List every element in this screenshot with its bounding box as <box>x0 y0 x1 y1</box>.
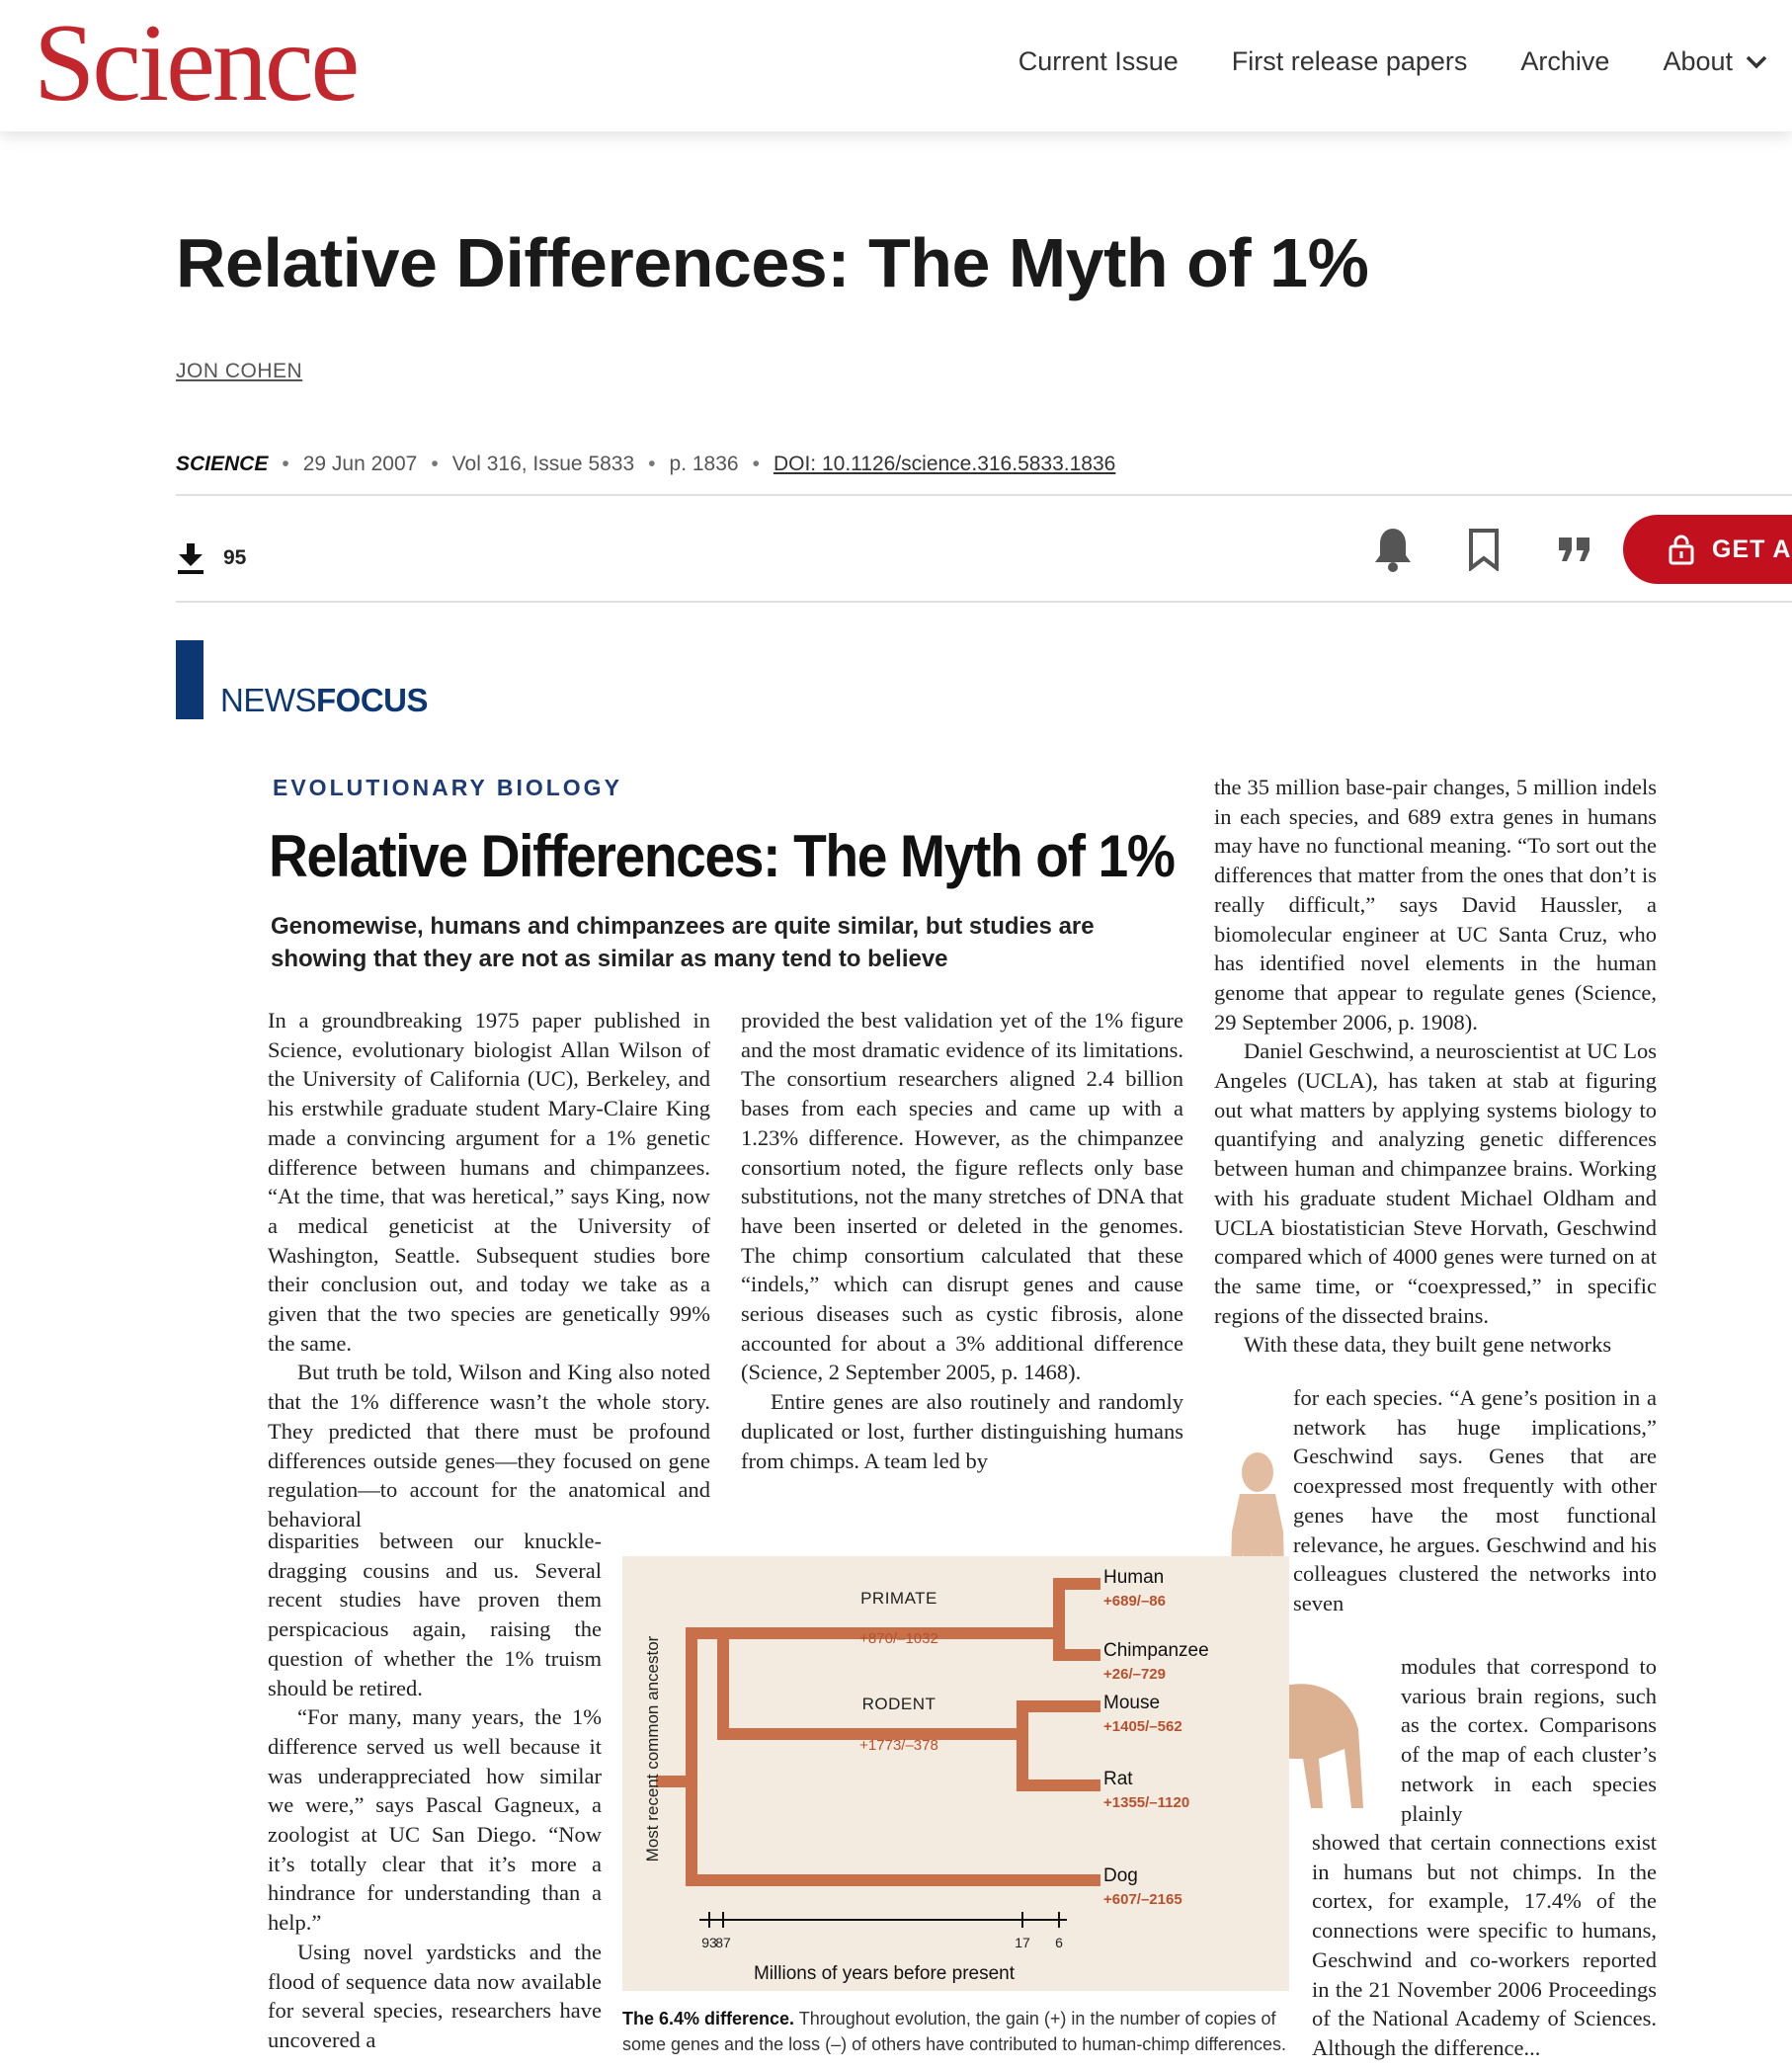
author-link[interactable]: JON COHEN <box>176 360 303 382</box>
download-icon <box>176 541 205 575</box>
meta-separator: • <box>648 453 656 475</box>
news-focus-bar <box>176 640 204 719</box>
paragraph: But truth be told, Wilson and King also noted that the 1% difference wasn’t the whole story. They predicted that there must be profound differences outside genes—they focused on gene regulation—to account for the anatomical and behavioral <box>268 1360 710 1531</box>
chevron-down-icon <box>1745 54 1768 70</box>
nav-label: Current Issue <box>1018 46 1179 76</box>
nav-about[interactable] <box>1663 46 1768 77</box>
nav-label: Archive <box>1520 46 1610 76</box>
branch-value: +870/–1032 <box>859 1630 938 1647</box>
cite-button[interactable] <box>1545 520 1604 579</box>
paragraph: disparities between our knuckle-dragging cousins and us. Several recent studies have proven them perspicacious again, raising the question of whether the 1% truism should be retired. <box>268 1529 602 1700</box>
scan-title: Relative Differences: The Myth of 1% <box>269 823 1175 889</box>
bookmark-icon <box>1467 528 1501 571</box>
journal-name: SCIENCE <box>176 453 269 475</box>
figure-caption <box>622 2006 1289 2069</box>
text-column-3-wrap: for each species. “A gene’s position in a network has huge implications,” Geschwind says. Genes that are coexpressed most frequently with other genes have the most functional relevance, he argues. Geschwind and his colleagues clustered the networks into seven <box>1293 1385 1657 1615</box>
section-heading: EVOLUTIONARY BIOLOGY <box>273 775 622 800</box>
divider <box>176 494 1792 496</box>
paragraph: With these data, they built gene networks <box>1244 1332 1612 1358</box>
leaf-label: Chimpanzee <box>1103 1640 1209 1661</box>
text-column-3-wrap: showed that certain connections exist in humans but not chimps. In the cortex, for example, 17.4% of the connections were specific to humans, Geschwind and co-workers reported in the 21 November 2006 Proceedings of the National Academy of Sciences. Although the difference... <box>1312 1830 1657 2060</box>
quote-icon <box>1557 535 1592 564</box>
phylogeny-figure <box>622 1556 1289 1991</box>
scan-dek: Genomewise, humans and chimpanzees are quite similar, but studies are showing that they are not as similar as many tend to believe <box>271 913 1095 972</box>
nav-first-release[interactable] <box>1232 46 1468 77</box>
get-access-button[interactable] <box>1623 515 1792 584</box>
y-axis-label: Most recent common ancestor <box>643 1635 662 1862</box>
divider <box>176 601 1792 603</box>
x-tick-label: 87 <box>715 1935 731 1950</box>
text-column-3-wrap: modules that correspond to various brain regions, such as the cortex. Comparisons of the map of each cluster’s network in each species plainly <box>1401 1654 1657 1826</box>
leaf-value: +607/–2165 <box>1103 1891 1182 1908</box>
nav-label: About <box>1663 46 1733 76</box>
news-focus-bold: FOCUS <box>316 682 428 718</box>
leaf-label: Rat <box>1103 1769 1133 1789</box>
lock-icon <box>1669 534 1694 565</box>
paragraph: Entire genes are also routinely and randomly duplicated or lost, further distinguishing humans from chimps. A team led by <box>741 1389 1183 1473</box>
news-focus-label <box>220 682 428 719</box>
leaf-label: Mouse <box>1103 1693 1161 1713</box>
text-column-1-continued <box>268 1527 602 2066</box>
branch-value: +1773/–378 <box>859 1737 938 1754</box>
paragraph: Daniel Geschwind, a neuroscientist at UC Los Angeles (UCLA), has taken at stab at figuring out what matters by applying systems biology to quantifying and analyzing genetic differences between human and chimpanzee brains. Working with his graduate student Michael Oldham and UCLA biostatistician Steve Horvath, Geschwind compared which of 4000 genes were turned on at the same time, or “coexpressed,” in specific regions of the dissected brains. <box>1214 1038 1657 1328</box>
leaf-value: +1405/–562 <box>1103 1718 1182 1735</box>
paragraph: In a groundbreaking 1975 paper published in Science, evolutionary biologist Allan Wilson of the University of California (UC), Berkeley, and his erstwhile graduate student Mary-Claire King made a convincing argument for a 1% genetic difference between humans and chimpanzees. “At the time, that was heretical,” says King, now a medical geneticist at the University of Washington, Seattle. Subsequent studies bore their conclusion out, and today we take as a given that the two species are genetically 99% the same. <box>268 1008 710 1356</box>
volume-issue: Vol 316, Issue 5833 <box>451 453 635 475</box>
phylogeny-tree <box>622 1556 1289 1991</box>
doi-link[interactable]: DOI: 10.1126/science.316.5833.1836 <box>773 453 1116 475</box>
branch-label: PRIMATE <box>860 1589 937 1608</box>
leaf-value: +1355/–1120 <box>1103 1794 1190 1811</box>
science-logo[interactable]: Science <box>34 2 358 124</box>
article-tools <box>1363 520 1636 579</box>
get-access-label: GET A <box>1712 535 1792 563</box>
paragraph: “For many, many years, the 1% difference served us well because it was underappreciated how similar we were,” says Pascal Gagneux, a zoologist at UC San Diego. “Now it’s totally clear that it’s more a hindrance for understanding than a help.” <box>268 1704 602 1936</box>
leaf-label: Human <box>1103 1567 1165 1588</box>
downloads-counter <box>176 541 246 575</box>
paragraph: Using novel yardsticks and the flood of sequence data now available for several species, researchers have uncovered a <box>268 1939 602 2052</box>
x-tick-label: 17 <box>1015 1935 1030 1950</box>
news-focus-thin: NEWS <box>220 682 316 718</box>
branch-label: RODENT <box>861 1695 937 1713</box>
meta-separator: • <box>431 453 439 475</box>
x-tick-label: 6 <box>1055 1935 1063 1950</box>
paragraph: the 35 million base-pair changes, 5 million indels in each species, and 689 extra genes in humans may have no functional meaning. “To sort out the differences that matter from the ones that don’t is really difficult,” says David Haussler, a biomolecular engineer at UC Santa Cruz, who has identified novel elements in the human genome that appear to regulate genes (Science, 29 September 2006, p. 1908). <box>1214 775 1657 1034</box>
leaf-label: Dog <box>1103 1865 1138 1886</box>
nav-archive[interactable] <box>1520 46 1609 77</box>
site-header <box>0 0 1792 131</box>
text-column-3 <box>1214 773 1657 1360</box>
leaf-value: +689/–86 <box>1103 1593 1166 1610</box>
leaf-value: +26/–729 <box>1103 1666 1166 1683</box>
text-column-2 <box>741 1006 1183 1475</box>
publication-date: 29 Jun 2007 <box>302 453 418 475</box>
paragraph: provided the best validation yet of the 1% figure and the most dramatic evidence of its limitations. The consortium researchers aligned 2.4 billion bases from each species and came up with a 1.23% difference. However, as the chimpanzee consortium noted, the figure reflects only base substitutions, not the many stretches of DNA that have been inserted or deleted in the genomes. The chimp consortium calculated that these “indels,” which can disrupt genes and cause serious diseases such as cystic fibrosis, alone accounted for about a 3% additional difference (Science, 2 September 2005, p. 1468). <box>741 1008 1183 1385</box>
x-tick-label: 93 <box>701 1935 717 1950</box>
article-meta <box>176 453 1115 476</box>
alert-button[interactable] <box>1363 520 1423 579</box>
meta-separator: • <box>752 453 760 475</box>
bell-icon <box>1372 526 1414 573</box>
caption-text: Throughout evolution, the gain (+) in the number of copies of some genes and the loss (–) of others have contributed to human-chimp differences. <box>622 2009 1287 2054</box>
nav-current-issue[interactable] <box>1018 46 1179 77</box>
bookmark-button[interactable] <box>1454 520 1513 579</box>
caption-bold: The 6.4% difference. <box>622 2009 795 2028</box>
meta-separator: • <box>282 453 289 475</box>
main-nav <box>965 46 1792 77</box>
article-title: Relative Differences: The Myth of 1% <box>176 224 1369 301</box>
page-number: p. 1836 <box>669 453 739 475</box>
download-count: 95 <box>223 546 247 569</box>
nav-label: First release papers <box>1231 46 1468 76</box>
x-axis-label: Millions of years before present <box>753 1963 1016 1984</box>
text-column-1 <box>268 1006 710 1534</box>
